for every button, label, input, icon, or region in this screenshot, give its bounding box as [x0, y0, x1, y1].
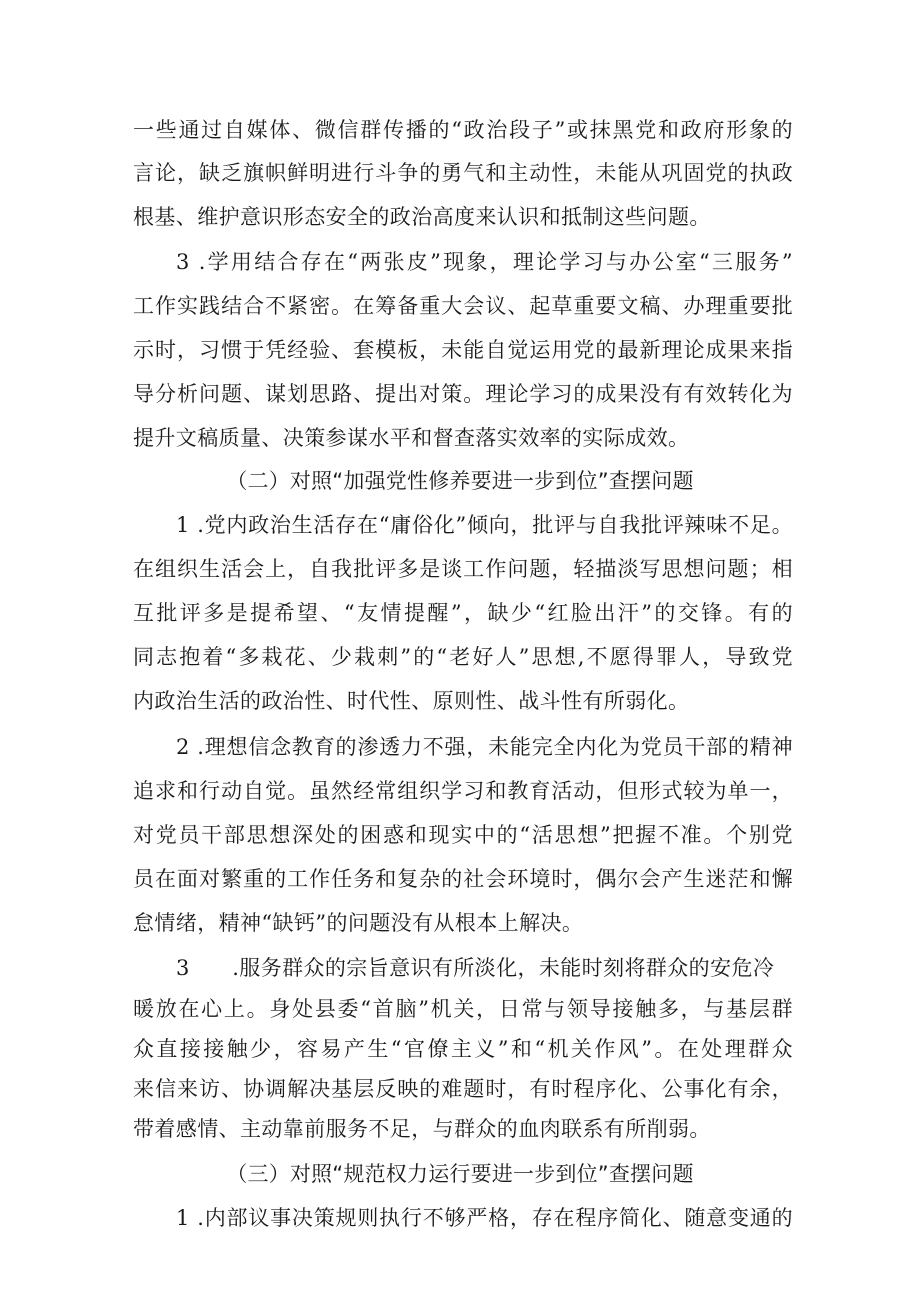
paragraph-line: 示时，习惯于凭经验、套模板，未能自觉运用党的最新理论成果来指	[133, 338, 793, 362]
paragraph-line: 言论，缺乏旗帜鲜明进行斗争的勇气和主动性，未能从巩固党的执政	[133, 161, 793, 185]
paragraph-line: 同志抱着“多栽花、少栽刺”的“老好人”思想,不愿得罪人，导致党	[133, 645, 793, 669]
paragraph-line: 2 .理想信念教育的渗透力不强，未能完全内化为党员干部的精神	[176, 735, 793, 759]
paragraph-line: 来信来访、协调解决基层反映的难题时，有时程序化、公事化有余，	[133, 1077, 793, 1101]
paragraph-line: 在组织生活会上，自我批评多是谈工作问题，轻描淡写思想问题；相	[133, 557, 793, 581]
paragraph-line: 众直接接触少，容易产生“官僚主义”和“机关作风”。在处理群众	[133, 1037, 793, 1061]
paragraph-line: 1 .党内政治生活存在“庸俗化”倾向，批评与自我批评辣味不足。	[176, 513, 793, 537]
paragraph-line: 带着感情、主动靠前服务不足，与群众的血肉联系有所削弱。	[133, 1117, 711, 1141]
paragraph-line: 互批评多是提希望、“友情提醒”，缺少“红脸出汗”的交锋。有的	[133, 601, 793, 625]
paragraph-line: 员在面对繁重的工作任务和复杂的社会环境时，偶尔会产生迷茫和懈	[133, 867, 793, 891]
paragraph-line: 暖放在心上。身处县委“首脑”机关，日常与领导接触多，与基层群	[133, 997, 793, 1021]
paragraph-line: 3 .服务群众的宗旨意识有所淡化，未能时刻将群众的安危冷	[176, 956, 775, 980]
paragraph-line: 导分析问题、谋划思路、提出对策。理论学习的成果没有有效转化为	[133, 382, 793, 406]
paragraph-line: 根基、维护意识形态安全的政治高度来认识和抵制这些问题。	[133, 205, 711, 229]
paragraph-line: 一些通过自媒体、微信群传播的“政治段子”或抹黑党和政府形象的	[133, 118, 793, 142]
paragraph-line: 工作实践结合不紧密。在筹备重大会议、起草重要文稿、办理重要批	[133, 294, 793, 318]
section-heading: （三）对照“规范权力运行要进一步到位”查摆问题	[226, 1162, 694, 1186]
paragraph-line: 1 .内部议事决策规则执行不够严格，存在程序简化、随意变通的	[176, 1206, 793, 1230]
paragraph-line: 3 .学用结合存在“两张皮”现象，理论学习与办公室“三服务”	[176, 250, 793, 274]
section-heading: （二）对照“加强党性修养要进一步到位”查摆问题	[226, 469, 694, 493]
paragraph-line: 提升文稿质量、决策参谋水平和督查落实效率的实际成效。	[133, 426, 690, 450]
paragraph-line: 内政治生活的政治性、时代性、原则性、战斗性有所弱化。	[133, 689, 690, 713]
paragraph-line: 追求和行动自觉。虽然经常组织学习和教育活动，但形式较为单一，	[133, 779, 793, 803]
paragraph-line: 怠情绪，精神“缺钙”的问题没有从根本上解决。	[133, 911, 584, 935]
paragraph-line: 对党员干部思想深处的困惑和现实中的“活思想”把握不准。个别党	[133, 823, 793, 847]
